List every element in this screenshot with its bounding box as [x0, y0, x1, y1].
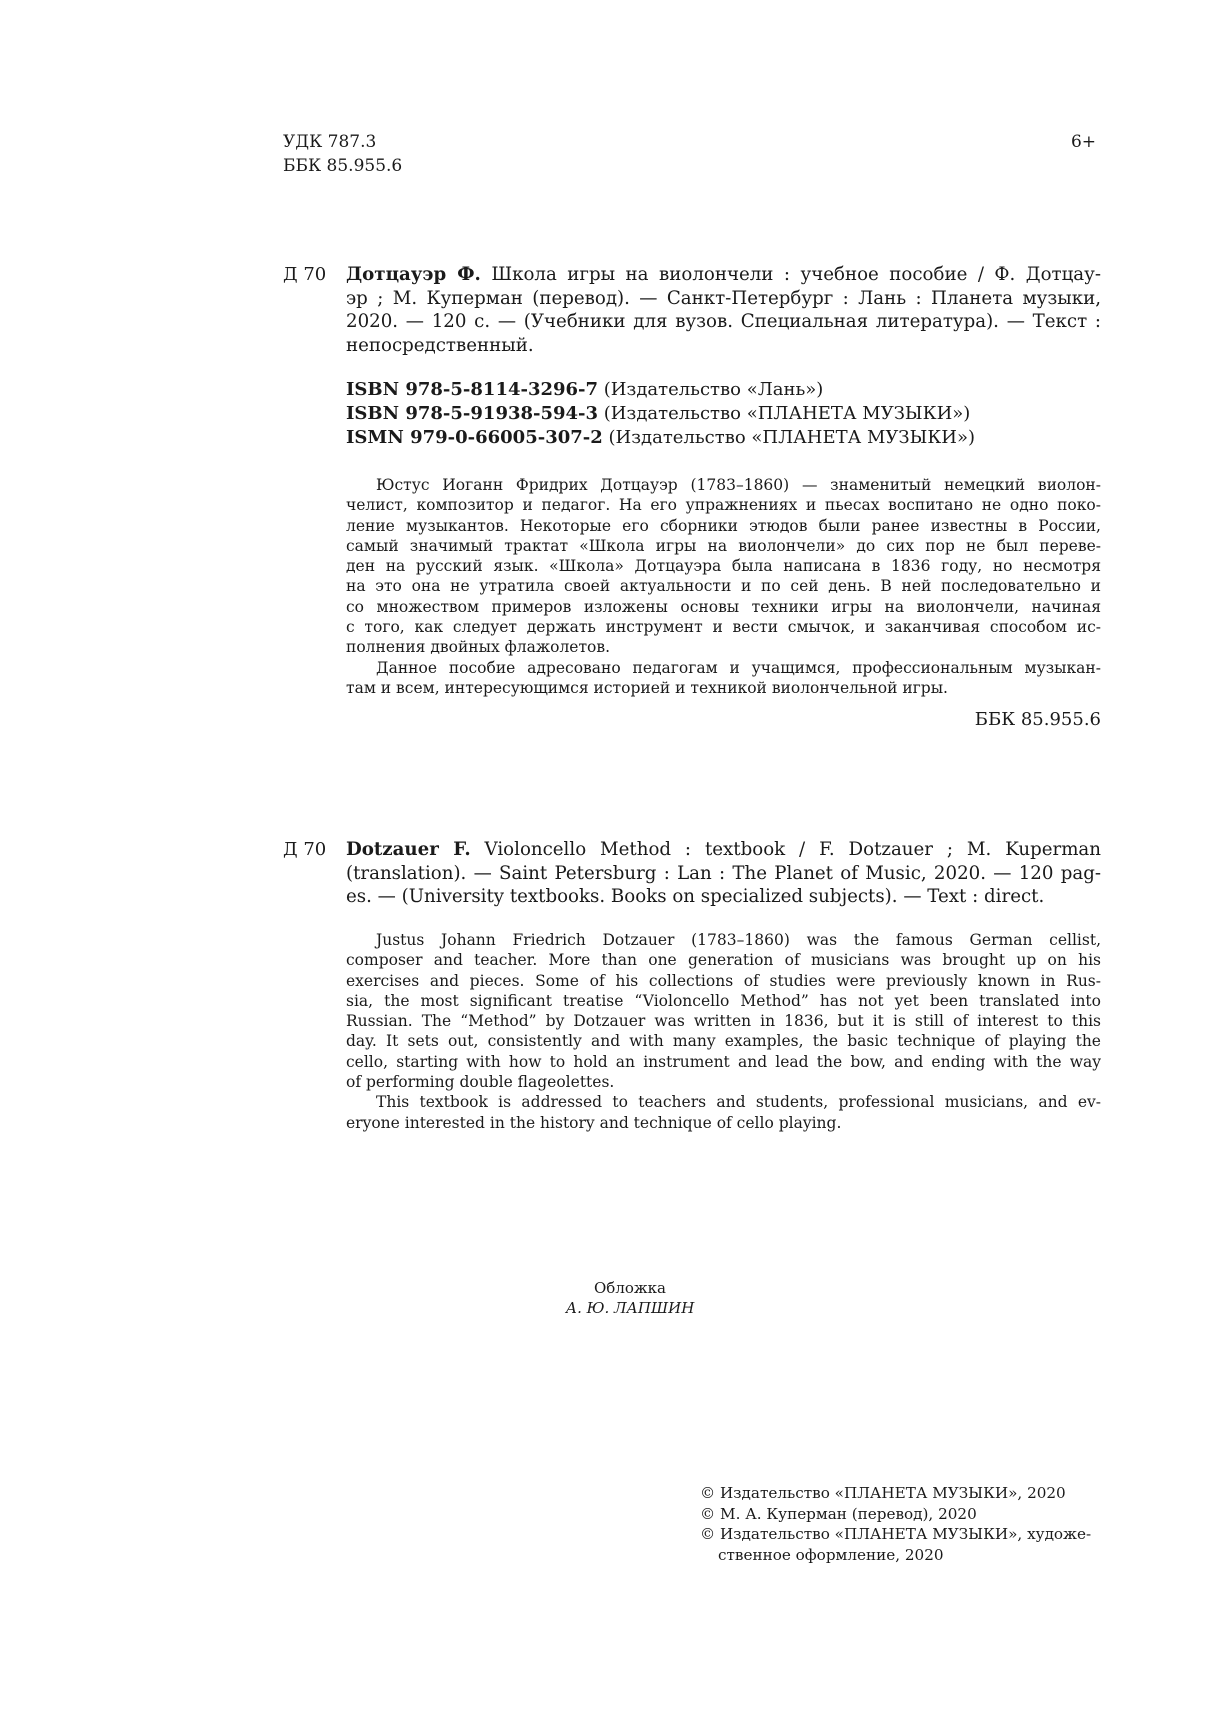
entry-line-en-2: (translation). — Saint Petersburg : Lan : The Planet of Music, 2020. — 120 pag-	[346, 862, 1101, 884]
entry-line-ru-3: 2020. — 120 с. — (Учебники для вузов. Специальная литература). — Текст :	[346, 311, 1101, 333]
bibliographic-entry-en	[346, 838, 1101, 909]
author-name-ru: Дотцауэр Ф.	[346, 264, 481, 285]
entry-line-en-1: Violoncello Method : textbook / F. Dotzauer ; M. Kuperman	[470, 839, 1101, 860]
annotation-en-line: day. It sets out, consistently and with many examples, the basic technique of playing the	[346, 1032, 1101, 1051]
bbk-code-bottom: ББК 85.955.6	[974, 709, 1101, 730]
ismn-line	[346, 426, 975, 450]
annotation-ru-line: со множеством примеров изложены основы техники игры на виолончели, начиная	[346, 597, 1101, 616]
bbk-code: ББК 85.955.6	[283, 156, 403, 176]
entry-line-en-3: es. — (University textbooks. Books on specialized subjects). — Text : direct.	[346, 886, 1045, 908]
ismn-number: ISMN 979-0-66005-307-2	[346, 427, 603, 448]
annotation-en	[346, 930, 1101, 1133]
annotation-ru-line: ление музыкантов. Некоторые его сборники этюдов были ранее известны в России,	[346, 516, 1101, 535]
entry-line-ru-2: эр ; М. Куперман (перевод). — Санкт-Петербург : Лань : Планета музыки,	[346, 287, 1101, 309]
annotation-ru-line: с того, как следует держать инструмент и вести смычок, и заканчивая способом ис-	[346, 618, 1101, 637]
annotation-en-line: This textbook is addressed to teachers and students, professional musicians, and ev-	[376, 1093, 1101, 1112]
annotation-en-line: Justus Johann Friedrich Dotzauer (1783–1860) was the famous German cellist,	[376, 931, 1101, 949]
copyright-line: © Издательство «ПЛАНЕТА МУЗЫКИ», 2020	[700, 1484, 1066, 1502]
age-rating: 6+	[1070, 132, 1096, 152]
bibliographic-entry-ru	[346, 263, 1101, 357]
annotation-ru-line: Юстус Иоганн Фридрих Дотцауэр (1783–1860) — знаменитый немецкий виолон-	[376, 476, 1101, 494]
entry-line-ru-1: Школа игры на виолончели : учебное пособие / Ф. Дотцау-	[480, 264, 1101, 285]
annotation-ru-line: там и всем, интересующимся историей и техникой виолончельной игры.	[346, 678, 948, 697]
annotation-en-line: eryone interested in the history and technique of cello playing.	[346, 1113, 842, 1132]
annotation-ru-line: на это она не утратила своей актуальности и по сей день. В ней последовательно и	[346, 577, 1101, 596]
annotation-en-line: Russian. The “Method” by Dotzauer was written in 1836, but it is still of interest to this	[346, 1012, 1101, 1031]
annotation-ru-line: самый значимый трактат «Школа игры на виолончели» до сих пор не был переве-	[346, 536, 1101, 555]
ismn-publisher: (Издательство «ПЛАНЕТА МУЗЫКИ»)	[602, 427, 975, 448]
annotation-en-line: composer and teacher. More than one generation of musicians was brought up on his	[346, 951, 1101, 970]
author-sign-en: Д 70	[283, 839, 327, 860]
cover-label: Обложка	[593, 1279, 666, 1297]
entry-line-ru-4: непосредственный.	[346, 334, 534, 356]
isbn-number: ISBN 978-5-8114-3296-7	[346, 379, 599, 400]
isbn-line	[346, 378, 975, 402]
annotation-en-line: of performing double flageolettes.	[346, 1073, 615, 1092]
isbn-publisher: (Издательство «ПЛАНЕТА МУЗЫКИ»)	[598, 403, 971, 424]
annotation-en-line: cello, starting with how to hold an instrument and lead the bow, and ending with the way	[346, 1052, 1101, 1071]
annotation-ru-line: полнения двойных флажолетов.	[346, 638, 611, 657]
classification-codes	[283, 130, 402, 178]
annotation-ru-line: челист, композитор и педагог. На его упражнениях и пьесах воспитано не одно поко-	[346, 496, 1101, 515]
copyright-block	[700, 1483, 1102, 1565]
isbn-number: ISBN 978-5-91938-594-3	[346, 403, 599, 424]
annotation-en-line: exercises and pieces. Some of his collections of studies were previously known in Rus-	[346, 971, 1101, 990]
isbn-line	[346, 402, 975, 426]
copyright-line: ственное оформление, 2020	[718, 1545, 944, 1564]
udk-code: УДК 787.3	[283, 132, 377, 152]
annotation-ru-line: Данное пособие адресовано педагогам и учащимся, профессиональным музыкан-	[376, 658, 1101, 677]
author-name-en: Dotzauer F.	[346, 839, 471, 860]
author-sign-ru: Д 70	[283, 264, 327, 285]
isbn-publisher: (Издательство «Лань»)	[598, 379, 824, 400]
annotation-en-line: sia, the most significant treatise “Violoncello Method” has not yet been translated into	[346, 991, 1101, 1010]
cover-designer: А. Ю. ЛАПШИН	[565, 1299, 695, 1317]
copyright-line: © Издательство «ПЛАНЕТА МУЗЫКИ», художе-	[700, 1525, 1092, 1543]
copyright-line: © М. А. Куперман (перевод), 2020	[700, 1504, 977, 1523]
annotation-ru-line: ден на русский язык. «Школа» Дотцауэра была написана в 1836 году, но несмотря	[346, 557, 1101, 576]
isbn-list	[346, 378, 975, 450]
cover-credit	[500, 1278, 760, 1318]
annotation-ru	[346, 475, 1101, 698]
